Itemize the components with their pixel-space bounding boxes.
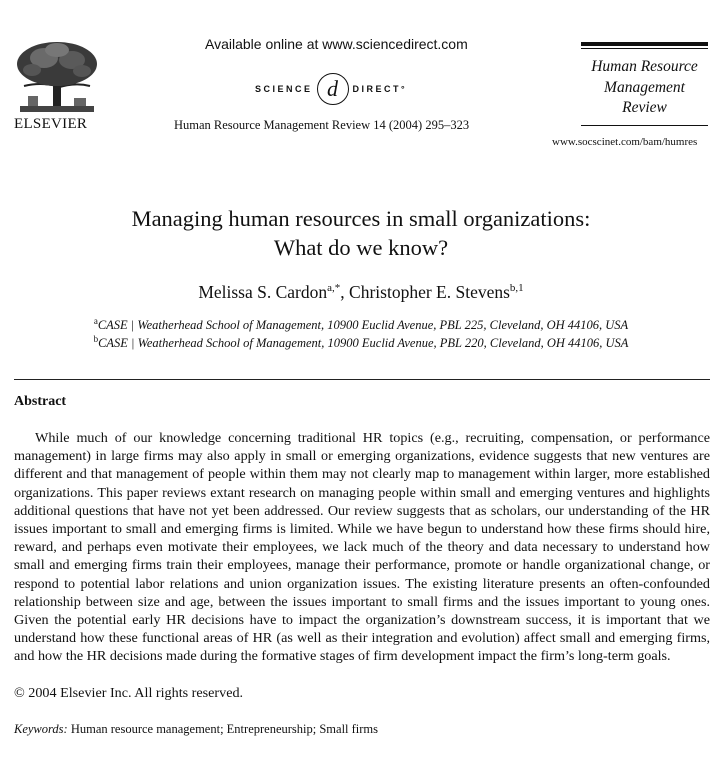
author-name: Christopher E. Stevens <box>349 282 510 302</box>
journal-title-line: Review <box>622 99 667 116</box>
journal-title <box>581 49 708 125</box>
journal-title-line: Human Resource <box>591 58 698 75</box>
keywords-label: Keywords: <box>14 722 68 736</box>
sciencedirect-logo-right: DIRECT° <box>352 84 408 94</box>
publisher-name: ELSEVIER <box>14 116 88 132</box>
author-name: Melissa S. Cardon <box>198 282 328 302</box>
affiliation <box>0 316 722 333</box>
keywords-text: Human resource management; Entrepreneurship; Small firms <box>70 722 379 736</box>
affiliation-text: CASE | Weatherhead School of Management, 10900 Euclid Avenue, PBL 225, Cleveland, OH 44106, USA <box>97 318 629 333</box>
affiliation-label: b <box>93 334 99 344</box>
sciencedirect-logo-left: SCIENCE <box>255 84 313 94</box>
abstract-body: While much of our knowledge concerning traditional HR topics (e.g., recruiting, compensation, or performance management) in large firms may also apply in small or emerging organizations, evidence suggests that new ventures are different and that management of people within them may not clearly map to management within larger, more established organizations. This paper reviews extant research on managing people within small and emerging ventures and highlights additional questions that have not yet been addressed. Our review suggests that as scholars, our understanding of the HR issues important to small and emerging firms is limited. While we have begun to understand how these firms should hire, reward, and perhaps even motivate their employees, we lack much of the theory and data necessary to understand how small and emerging firms train their employees, manage their performance, promote or handle organizational change, or respond to potential labor relations and union organization issues. The existing literature presents an often-confounded relationship between size and age, between the issues important to small firms and the issues important to young ones. Given the potential early HR decisions have to impact the organization’s downstream success, it is important that we understand how these functional areas of HR (as well as their integration and evolution) affect small and emerging firms, and how the HR decisions made during the formative stages of firm development impact the firm’s long-term goals. <box>14 430 710 665</box>
author-list <box>0 282 722 303</box>
available-online-text: Available online at www.sciencedirect.com <box>205 36 468 52</box>
affiliation-text: CASE | Weatherhead School of Management, 10900 Euclid Avenue, PBL 220, Cleveland, OH 44106, USA <box>98 336 629 351</box>
section-divider <box>14 379 710 380</box>
journal-title-box <box>581 42 708 126</box>
affiliation <box>0 334 722 351</box>
article-title-line: Managing human resources in small organizations: <box>131 206 591 231</box>
journal-title-line: Management <box>604 78 685 96</box>
author-affiliation-mark: a,* <box>327 282 341 295</box>
journal-citation: Human Resource Management Review 14 (2004) 295–323 <box>174 118 470 132</box>
elsevier-tree-logo <box>14 40 100 114</box>
author-affiliation-mark: b,1 <box>509 282 524 295</box>
copyright-notice: © 2004 Elsevier Inc. All rights reserved. <box>14 685 244 701</box>
keywords <box>14 722 378 737</box>
author-separator: , <box>340 282 350 302</box>
abstract-heading: Abstract <box>14 394 67 409</box>
affiliation-label: a <box>93 316 98 326</box>
journal-url: www.socscinet.com/bam/humres <box>552 136 698 148</box>
sciencedirect-logo <box>255 72 407 106</box>
article-title-line: What do we know? <box>273 235 449 260</box>
article-title <box>0 204 722 262</box>
sciencedirect-d-icon: d <box>317 73 349 105</box>
